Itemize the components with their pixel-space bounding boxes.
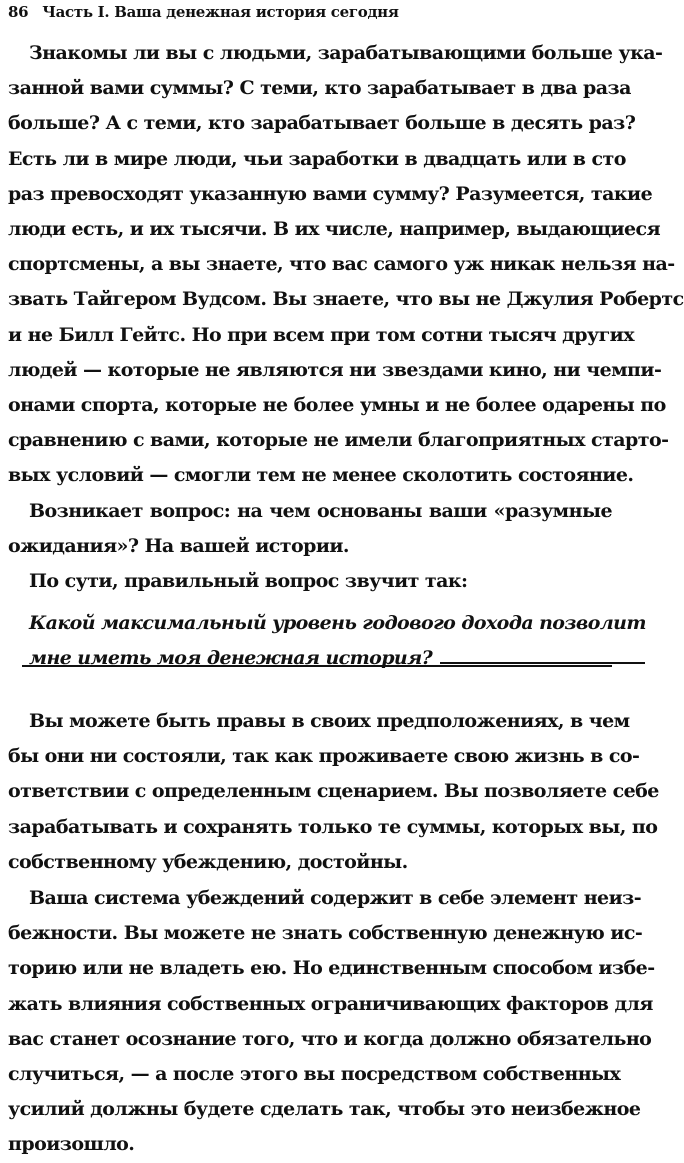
paragraph-3 <box>8 564 612 599</box>
text-line: Возникает вопрос: на чем основаны ваши «разумные <box>29 500 612 522</box>
answer-blank-line-full <box>22 665 612 667</box>
text-line: случиться, — а после этого вы посредством собственных <box>8 1062 621 1085</box>
text-line: онами спорта, которые не более умны и не более одарены по <box>8 393 666 416</box>
question-line-with-blank <box>8 641 612 676</box>
paragraph-4 <box>8 704 659 880</box>
text-line: жать влияния собственных ограничивающих факторов для <box>8 992 653 1015</box>
text-line: усилий должны будете сделать так, чтобы это неизбежное <box>8 1098 641 1121</box>
paragraph-2 <box>8 494 612 564</box>
text-line: раз превосходят указанную вами сумму? Разумеется, такие <box>8 182 653 205</box>
text-line: сравнению с вами, которые не имели благоприятных старто- <box>8 429 669 452</box>
text-line: бежности. Вы можете не знать собственную денежную ис- <box>8 922 643 945</box>
text-line: произошло. <box>8 1133 135 1156</box>
running-header <box>8 3 399 21</box>
text-line: торию или не владеть ею. Но единственным способом избе- <box>8 957 655 980</box>
text-line: зарабатывать и сохранять только те суммы, которых вы, по <box>8 815 658 838</box>
text-line: ответствии с определенным сценарием. Вы позволяете себе <box>8 780 659 803</box>
text-line: Есть ли в мире люди, чьи заработки в двадцать или в сто <box>8 147 626 170</box>
text-line: вых условий — смогли тем не менее сколотить состояние. <box>8 464 634 487</box>
text-line: люди есть, и их тысячи. В их числе, например, выдающиеся <box>8 217 661 240</box>
text-line: больше? А с теми, кто зарабатывает больше в десять раз? <box>8 112 636 135</box>
text-line: и не Билл Гейтс. Но при всем при том сотни тысяч других <box>8 323 635 346</box>
text-line: Ваша система убеждений содержит в себе элемент неиз- <box>29 887 642 909</box>
text-line: занной вами суммы? С теми, кто зарабатывает в два раза <box>8 77 631 100</box>
running-title: Часть I. Ваша денежная история сегодня <box>42 3 399 21</box>
paragraph-5 <box>8 881 655 1163</box>
text-line: По сути, правильный вопрос звучит так: <box>29 570 468 592</box>
text-line: людей — которые не являются ни звездами кино, ни чемпи- <box>8 358 662 381</box>
text-line: бы они ни состояли, так как проживаете свою жизнь в со- <box>8 745 640 768</box>
text-line: вас станет осознание того, что и когда должно обязательно <box>8 1027 652 1050</box>
text-line: спортсмены, а вы знаете, что вас самого уж никак нельзя на- <box>8 253 675 276</box>
answer-blank-line <box>440 661 645 664</box>
text-line: Вы можете быть правы в своих предположениях, в чем <box>29 710 630 732</box>
paragraph-1 <box>8 36 684 493</box>
text-line: звать Тайгером Вудсом. Вы знаете, что вы не Джулия Робертс <box>8 288 684 311</box>
text-line: собственному убеждению, достойны. <box>8 850 408 873</box>
question-text: мне иметь моя денежная история? <box>29 647 433 670</box>
question-line: Какой максимальный уровень годового дохода позволит <box>29 612 646 634</box>
text-line: ожидания»? На вашей истории. <box>8 535 349 558</box>
text-line: Знакомы ли вы с людьми, зарабатывающими больше ука- <box>29 42 663 64</box>
page-number: 86 <box>8 3 29 21</box>
